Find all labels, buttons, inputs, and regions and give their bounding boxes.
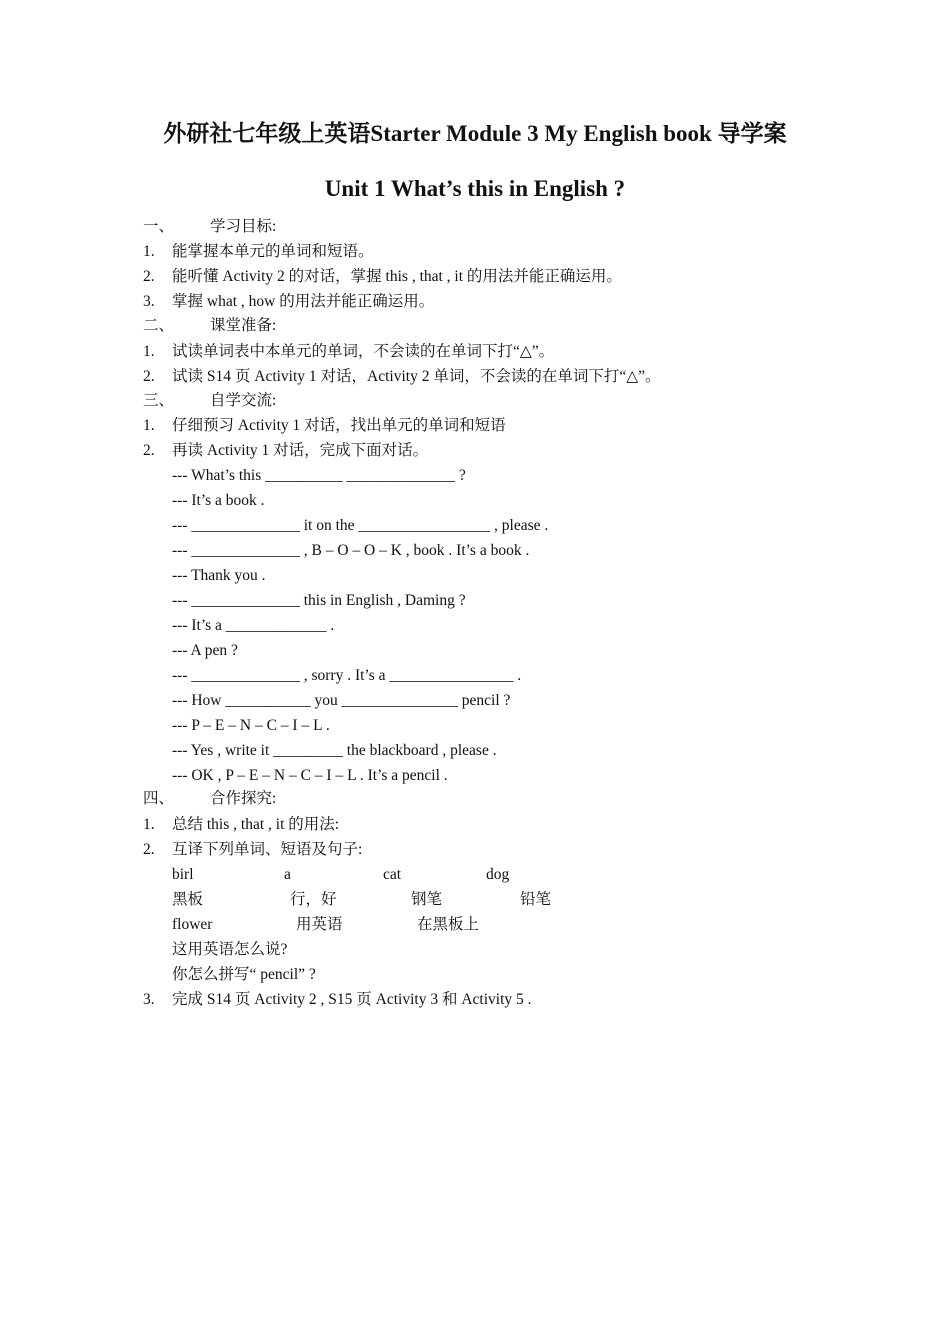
section-number: 一、 (143, 218, 175, 235)
translation-word: 用英语 (296, 916, 343, 933)
translation-word: birl (172, 866, 194, 883)
translation-word: 在黑板上 (417, 916, 480, 933)
section-number: 二、 (143, 317, 175, 334)
translation-word: a (284, 866, 291, 883)
section-title: 合作探究: (210, 790, 277, 807)
document-subtitle: Unit 1 What’s this in English ? (324, 176, 626, 201)
translation-word: 铅笔 (520, 891, 552, 908)
document-title: 外研社七年级上英语Starter Module 3 My English book 导学案 (163, 121, 787, 146)
section-title: 自学交流: (210, 392, 277, 409)
section-number: 三、 (143, 392, 175, 409)
translation-word: 黑板 (172, 891, 204, 908)
section-title: 课堂准备: (210, 317, 277, 334)
translation-word: 行，好 (290, 891, 337, 908)
translation-word: cat (383, 866, 402, 883)
section-number: 四、 (143, 790, 175, 807)
translation-word: dog (486, 866, 510, 883)
translation-word: 钢笔 (411, 891, 443, 908)
translation-word: flower (172, 916, 213, 933)
section-title: 学习目标: (210, 218, 277, 235)
